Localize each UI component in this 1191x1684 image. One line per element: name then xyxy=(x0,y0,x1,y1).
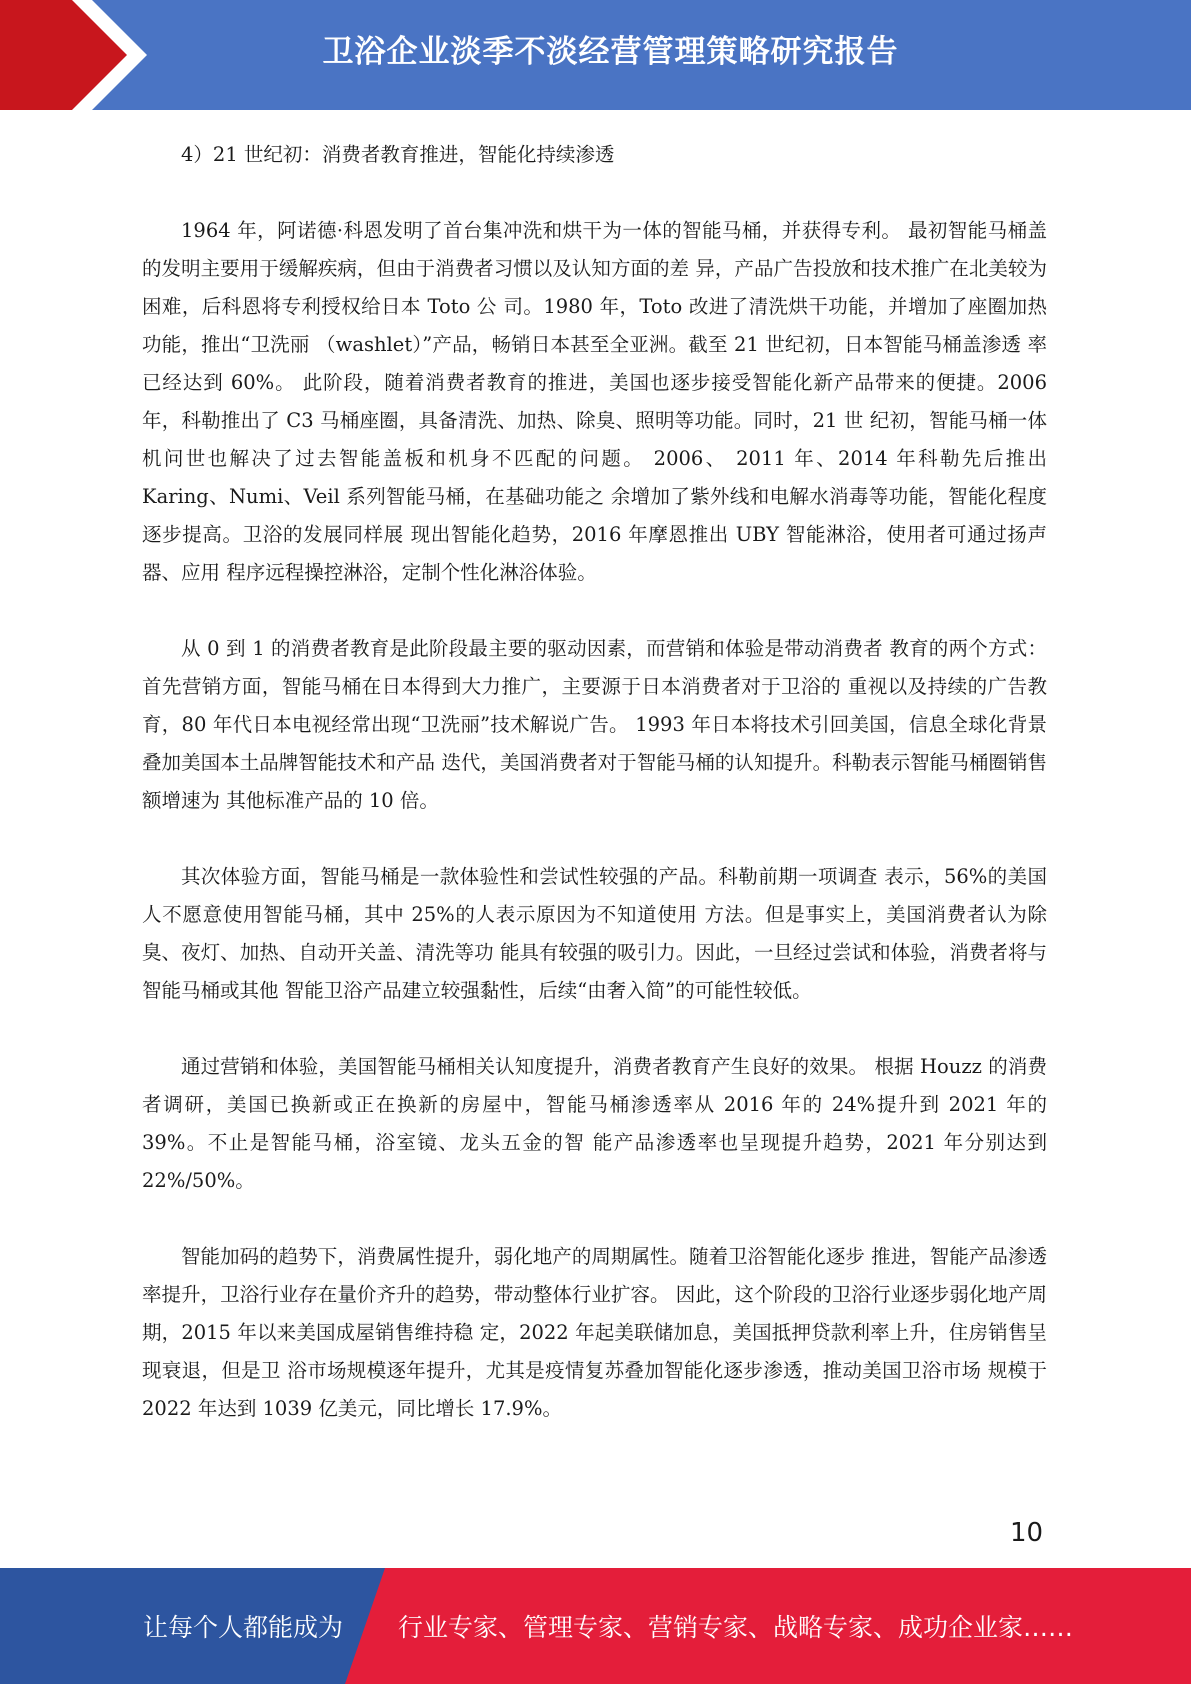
section-heading: 4）21 世纪初：消费者教育推进，智能化持续渗透 xyxy=(181,143,615,166)
body-paragraph: 从 0 到 1 的消费者教育是此阶段最主要的驱动因素，而营销和体验是带动消费者 教育的两个方式： 首先营销方面，智能马桶在日本得到大力推广，主要源于日本消费者对于卫浴的 重视以及持续的广告教育，80 年代日本电视经常出现“卫洗丽”技术解说广告。 1993 年日本将技术引回美国，信息全球化背景叠加美国本土品牌智能技术和产品 迭代，美国消费者对于智能马桶的认知提升。科勒表示智能马桶圈销售额增速为 其他标准产品的 10 倍。 xyxy=(142,637,1047,812)
body-paragraph: 其次体验方面，智能马桶是一款体验性和尝试性较强的产品。科勒前期一项调查 表示，56%的美国人不愿意使用智能马桶，其中 25%的人表示原因为不知道使用 方法。但是事实上，美国消费者认为除臭、夜灯、加热、自动开关盖、清洗等功 能具有较强的吸引力。因此，一旦经过尝试和体验，消费者将与智能马桶或其他 智能卫浴产品建立较强黏性，后续“由奢入简”的可能性较低。 xyxy=(142,865,1047,1002)
header-banner xyxy=(0,0,1191,110)
footer-slogan-right: 行业专家、管理专家、营销专家、战略专家、成功企业家…… xyxy=(398,1613,1074,1642)
report-title: 卫浴企业淡季不淡经营管理策略研究报告 xyxy=(322,34,899,70)
body-paragraph: 通过营销和体验，美国智能马桶相关认知度提升，消费者教育产生良好的效果。 根据 Houzz 的消费者调研，美国已换新或正在换新的房屋中，智能马桶渗透率从 2016 年的 24%提升到 2021 年的 39%。不止是智能马桶，浴室镜、龙头五金的智 能产品渗透率也呈现提升趋势，2021 年分别达到 22%/50%。 xyxy=(142,1055,1047,1192)
document-body xyxy=(142,136,1047,1466)
footer-slogan-left: 让每个人都能成为 xyxy=(143,1613,344,1642)
body-paragraph: 智能加码的趋势下，消费属性提升，弱化地产的周期属性。随着卫浴智能化逐步 推进，智能产品渗透率提升，卫浴行业存在量价齐升的趋势，带动整体行业扩容。 因此，这个阶段的卫浴行业逐步弱化地产周期，2015 年以来美国成屋销售维持稳 定，2022 年起美联储加息，美国抵押贷款利率上升，住房销售呈现衰退，但是卫 浴市场规模逐年提升，尤其是疫情复苏叠加智能化逐步渗透，推动美国卫浴市场 规模于 2022 年达到 1039 亿美元，同比增长 17.9%。 xyxy=(142,1245,1047,1420)
footer-banner xyxy=(0,1568,1191,1684)
page-number: 10 xyxy=(1010,1518,1044,1548)
body-paragraph: 1964 年，阿诺德·科恩发明了首台集冲洗和烘干为一体的智能马桶，并获得专利。 最初智能马桶盖的发明主要用于缓解疾病，但由于消费者习惯以及认知方面的差 异，产品广告投放和技术推广在北美较为困难，后科恩将专利授权给日本 Toto 公 司。1980 年，Toto 改进了清洗烘干功能，并增加了座圈加热功能，推出“卫洗丽 （washlet）”产品，畅销日本甚至全亚洲。截至 21 世纪初，日本智能马桶盖渗透 率已经达到 60%。 此阶段，随着消费者教育的推进，美国也逐步接受智能化新产品带来的便捷。2006 年，科勒推出了 C3 马桶座圈，具备清洗、加热、除臭、照明等功能。同时，21 世 纪初，智能马桶一体机问世也解决了过去智能盖板和机身不匹配的问题。 2006、 2011 年、2014 年科勒先后推出 Karing、Numi、Veil 系列智能马桶，在基础功能之 余增加了紫外线和电解水消毒等功能，智能化程度逐步提高。卫浴的发展同样展 现出智能化趋势，2016 年摩恩推出 UBY 智能淋浴，使用者可通过扬声器、应用 程序远程操控淋浴，定制个性化淋浴体验。 xyxy=(142,219,1047,584)
